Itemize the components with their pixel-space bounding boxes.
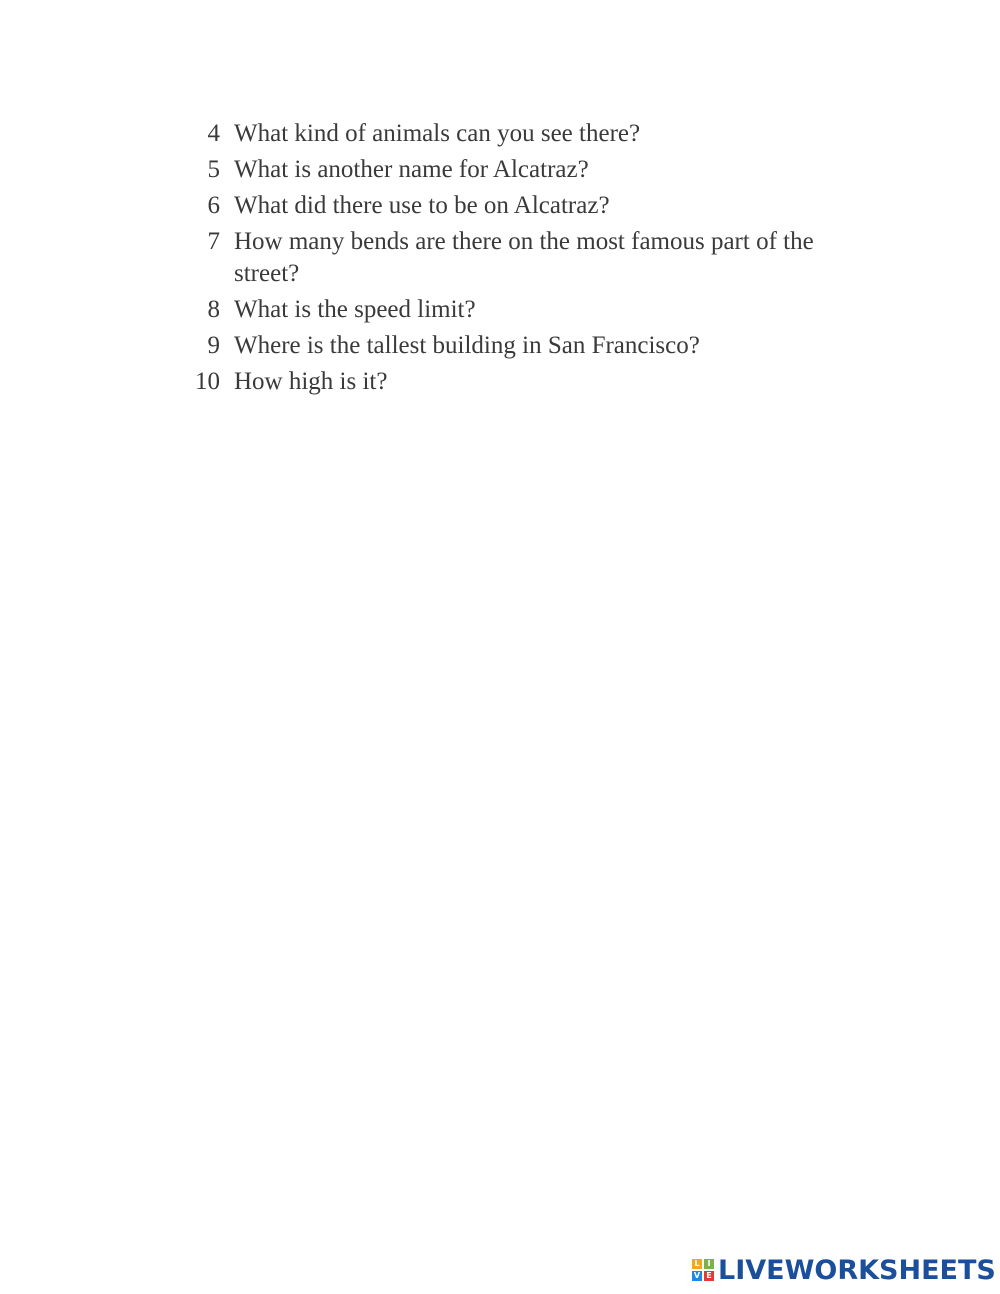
question-number: 9 xyxy=(207,332,220,359)
question-text: What did there use to be on Alcatraz? xyxy=(234,192,610,219)
question-number: 8 xyxy=(207,296,220,323)
question-number: 6 xyxy=(207,192,220,219)
logo-mark-letter: L xyxy=(692,1259,702,1269)
question-item xyxy=(186,294,826,326)
question-item xyxy=(186,154,826,186)
liveworksheets-logo[interactable] xyxy=(692,1253,996,1287)
logo-mark-icon xyxy=(692,1259,714,1281)
logo-mark-letter: I xyxy=(704,1259,714,1269)
question-text: How high is it? xyxy=(234,368,388,395)
question-text: How many bends are there on the most famous part of the street? xyxy=(234,228,814,287)
question-number: 4 xyxy=(207,120,220,147)
question-list xyxy=(186,118,826,402)
question-item xyxy=(186,226,826,290)
logo-mark-letter: V xyxy=(693,1271,701,1280)
question-item xyxy=(186,190,826,222)
question-number: 5 xyxy=(207,156,220,183)
logo-mark-letter: E xyxy=(704,1271,714,1281)
question-text: What is another name for Alcatraz? xyxy=(234,156,589,183)
question-text: Where is the tallest building in San Francisco? xyxy=(234,332,700,359)
question-text: What is the speed limit? xyxy=(234,296,476,323)
question-number: 10 xyxy=(195,368,220,395)
question-item xyxy=(186,118,826,150)
question-item xyxy=(186,366,826,398)
question-number: 7 xyxy=(207,228,220,255)
logo-text: LIVEWORKSHEETS xyxy=(718,1254,996,1286)
question-item xyxy=(186,330,826,362)
question-text: What kind of animals can you see there? xyxy=(234,120,641,147)
